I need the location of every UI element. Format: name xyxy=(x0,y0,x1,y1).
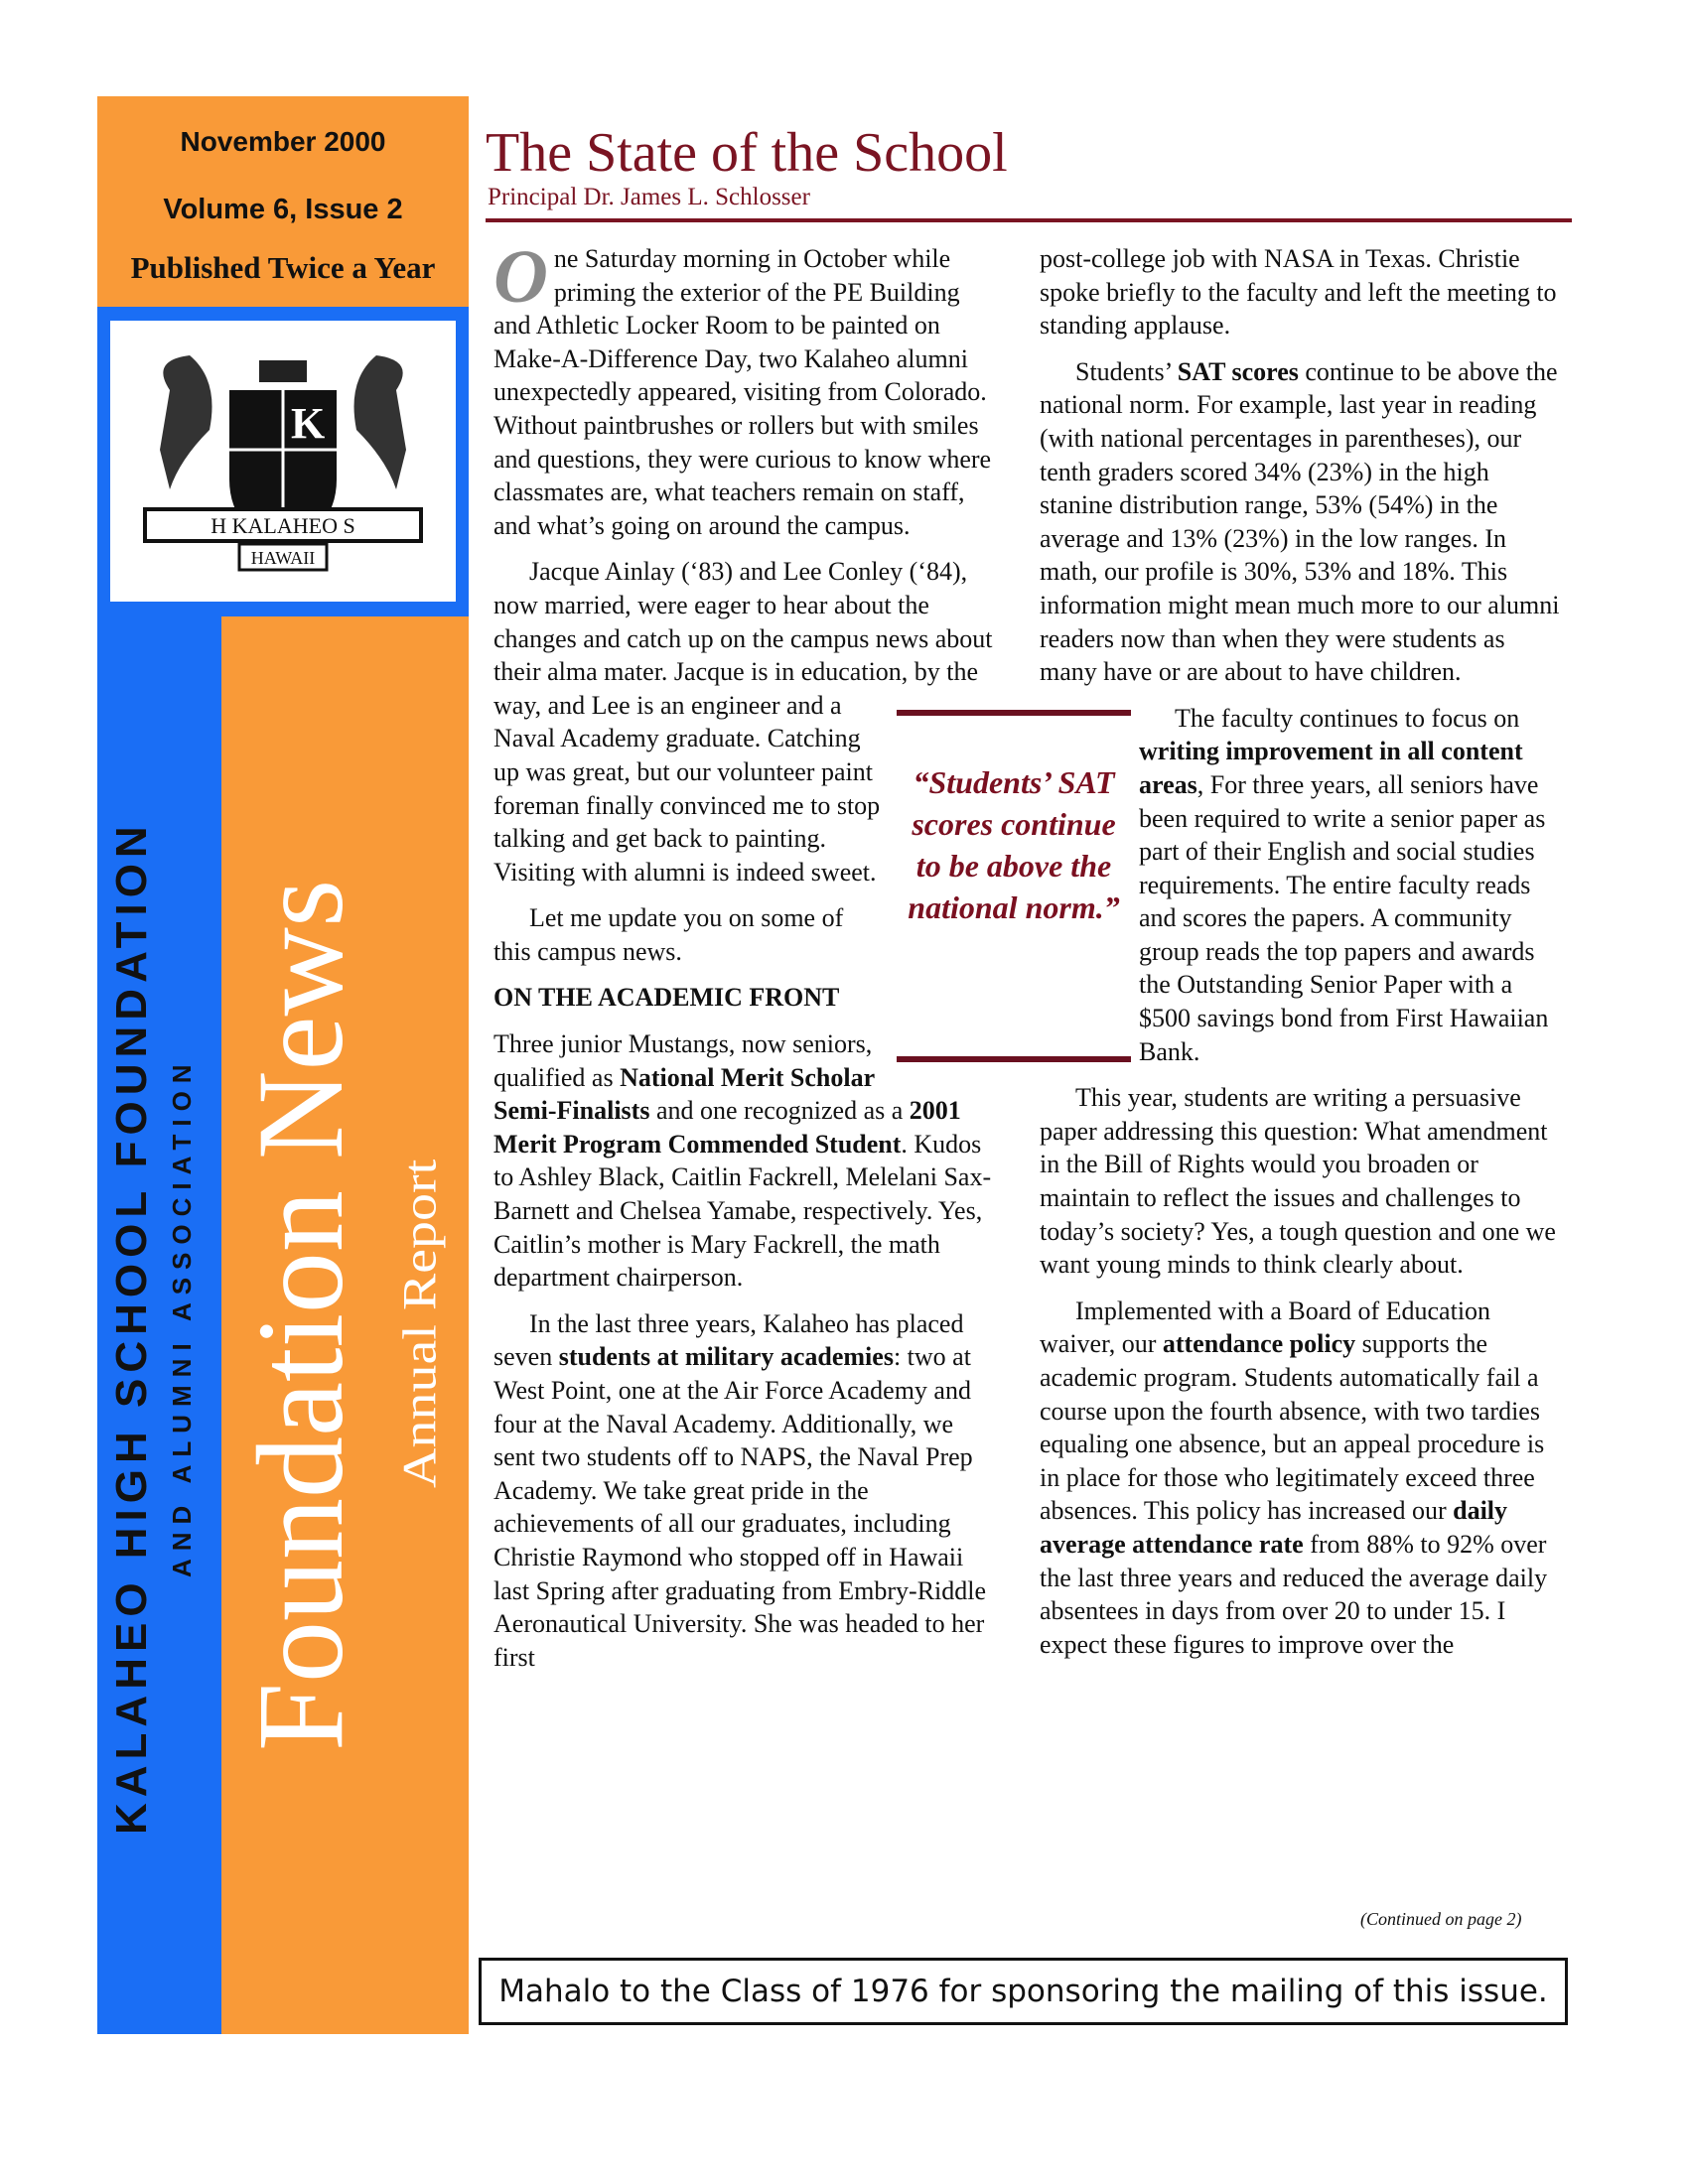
pull-quote-rule-top xyxy=(897,710,1131,716)
bold-phrase: writing improvement in all content areas xyxy=(1139,737,1523,799)
issue-date: November 2000 xyxy=(180,126,386,157)
text-run: : two at West Point, one at the Air Force Academy and four at the Naval Academy. Additionally, we sent two students off to NAPS, the Naval Prep Academy. We take great pride in the achievements of all our graduates, including Christie Raymond who stopped off in Hawaii last Spring after graduating from Embry-Riddle Aeronautical University. She was headed to her first xyxy=(493,1342,987,1672)
article-paragraph xyxy=(493,1027,1000,1295)
bold-phrase: attendance policy xyxy=(1162,1329,1356,1359)
issue-volume: Volume 6, Issue 2 xyxy=(163,194,403,225)
organization-subname: AND ALUMNI ASSOCIATION xyxy=(167,1056,197,1578)
text-run: continue to be above the national norm. For example, last year in reading (with national percentages in parentheses), our tenth graders scored 34% (23%) in the high stanine distribution range, 53% (54%) in the average and 13% (23%) in the low ranges. In math, our profile is 30%, 53% and 18%. This information might mean much more to our alumni readers now than when they were students as many have or are about to have children. xyxy=(1040,356,1560,687)
bold-phrase: SAT scores xyxy=(1177,356,1299,386)
text-run: from 88% to 92% over the last three years and reduced the average daily absentees in days from over 20 to under 15. I expect these figures to improve over the xyxy=(1040,1529,1548,1659)
article-paragraph xyxy=(493,1307,1000,1675)
bold-phrase: students at military academies xyxy=(558,1342,894,1372)
svg-text:HAWAII: HAWAII xyxy=(250,548,316,568)
text-run: post-college job with NASA in Texas. Christie spoke briefly to the faculty and left the meeting to standing applause. xyxy=(1040,244,1557,341)
text-run: Let me update you on some of this campus news. xyxy=(493,903,844,966)
bold-phrase: 2001 Merit Program Commended Student xyxy=(493,1096,961,1159)
school-crest-logo xyxy=(110,321,456,602)
drop-cap: O xyxy=(493,235,548,319)
text-run: . Kudos to Ashley Black, Caitlin Fackrell, Melelani Sax-Barnett and Chelsea Yamabe, respectively. Yes, Caitlin’s mother is Mary Fackrell, the math department chairperson. xyxy=(493,1129,992,1293)
article-byline: Principal Dr. James L. Schlosser xyxy=(488,184,810,210)
article-paragraph xyxy=(1040,355,1561,689)
svg-text:K: K xyxy=(291,399,326,448)
text-run: Implemented with a Board of Education waiver, our xyxy=(1040,1296,1491,1359)
pull-quote xyxy=(897,710,1131,1062)
svg-text:H KALAHEO S: H KALAHEO S xyxy=(211,513,355,538)
article-paragraph xyxy=(1040,1081,1561,1282)
text-run: Jacque Ainlay (‘83) and Lee Conley (‘84), now married, were eager to hear about the changes and catch up on the campus news about their alma mater. Jacque is in education, by the way, and Lee is an engineer and a Naval Academy graduate. Catching up was great, but our volunteer paint foreman finally convinced me to stop talking and get back to painting. Visiting with alumni is indeed sweet. xyxy=(493,557,993,887)
text-run: Three junior Mustangs, now seniors, qualified as xyxy=(493,1029,873,1092)
text-run: supports the academic program. Students automatically fail a course upon the fourth absence, with two tardies equaling one absence, but an appeal procedure is in place for those who legitimately exceed three absences. This policy has increased our xyxy=(1040,1329,1545,1526)
text-run: , For three years, all seniors have been required to write a senior paper as part of their English and social studies requirements. The entire faculty reads and scores the papers. A community group reads the top papers and awards the Outstanding Senior Paper with a $500 savings bond from First Hawaiian Bank. xyxy=(1139,769,1549,1066)
continued-note: (Continued on page 2) xyxy=(1360,1909,1522,1929)
pull-quote-rule-bottom xyxy=(897,1056,1131,1062)
pull-quote-text: “Students’ SAT scores continue to be above the national norm.” xyxy=(908,764,1120,925)
bold-phrase: National Merit Scholar Semi-Finalists xyxy=(493,1062,875,1126)
text-run: This year, students are writing a persuasive paper addressing this question: What amendment in the Bill of Rights would you broaden or maintain to reflect the issues and challenges to today’s society? Yes, a tough question and one we want young minds to think clearly about. xyxy=(1040,1083,1556,1280)
sponsor-banner: Mahalo to the Class of 1976 for sponsoring the mailing of this issue. xyxy=(479,1958,1568,2025)
text-run: Students’ xyxy=(1075,356,1178,386)
crest-icon xyxy=(110,321,456,602)
publication-frequency: Published Twice a Year xyxy=(130,250,436,285)
section-heading: ON THE ACADEMIC FRONT xyxy=(493,983,840,1013)
text-run: The faculty continues to focus on xyxy=(1175,703,1520,733)
title-divider xyxy=(486,218,1572,222)
masthead-subtitle: Annual Report xyxy=(393,1159,447,1488)
article-paragraph xyxy=(1040,242,1561,342)
masthead-title: Foundation News xyxy=(232,879,368,1752)
issue-info-panel xyxy=(97,96,469,307)
text-run: ne Saturday morning in October while priming the exterior of the PE Building and Athletic Locker Room to be painted on Make-A-Difference Day, two Kalaheo alumni unexpectedly appeared, visiting from Colorado. Without paintbrushes or rollers but with smiles and questions, they were curious to know where classmates are, what teachers remain on staff, and what’s going on around the campus. xyxy=(493,244,992,540)
text-run: and one recognized as a xyxy=(649,1096,910,1126)
bold-phrase: daily average attendance rate xyxy=(1040,1496,1508,1559)
article-paragraph xyxy=(1040,1295,1561,1662)
article-title: The State of the School xyxy=(486,122,1008,184)
article-paragraph xyxy=(493,235,1000,542)
organization-name: KALAHEO HIGH SCHOOL FOUNDATION xyxy=(107,820,156,1835)
text-run: In the last three years, Kalaheo has placed seven xyxy=(493,1308,964,1372)
